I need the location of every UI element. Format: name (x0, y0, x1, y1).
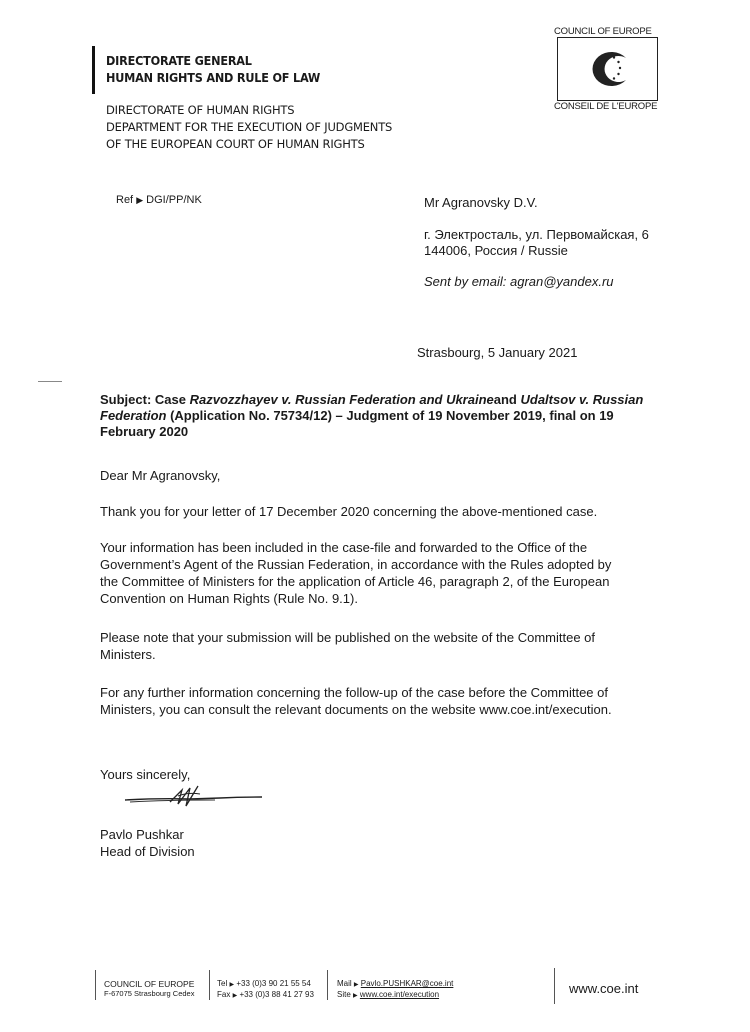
logo-top-text: COUNCIL OF EUROPE (554, 26, 652, 37)
sent-by-email: Sent by email: agran@yandex.ru (424, 274, 614, 289)
site-link[interactable]: www.coe.int/execution (359, 990, 440, 999)
recipient-address-line: г. Электросталь, ул. Первомайская, 6 (424, 227, 649, 242)
footer-divider (554, 968, 555, 1004)
department-line: DEPARTMENT FOR THE EXECUTION OF JUDGMENTS (106, 120, 393, 134)
fax-label: Fax (217, 990, 231, 999)
subject-prefix: Subject: Case (100, 392, 190, 407)
paragraph (100, 539, 660, 607)
arrow-icon: ▶ (353, 993, 358, 999)
paragraph (100, 629, 660, 663)
recipient-address-line: 144006, Россия / Russie (424, 243, 568, 258)
subject-conjunction: and (493, 392, 521, 407)
directorate-general (106, 52, 320, 86)
directorate-general-line: HUMAN RIGHTS AND RULE OF LAW (106, 70, 321, 85)
department-line: OF THE EUROPEAN COURT OF HUMAN RIGHTS (106, 137, 365, 151)
paragraph-line: Ministers. (100, 647, 156, 662)
fax-value: +33 (0)3 88 41 27 93 (239, 990, 314, 999)
footer-website[interactable]: www.coe.int (569, 981, 639, 996)
paragraph-line: Please note that your submission will be published on the website of the Committee of (100, 630, 595, 645)
department-block (106, 102, 392, 153)
site-label: Site (337, 990, 351, 999)
footer-org (104, 979, 194, 999)
ref-value: DGI/PP/NK (146, 194, 202, 206)
ref-label: Ref (116, 194, 134, 206)
letter-date: Strasbourg, 5 January 2021 (417, 345, 578, 360)
signer-name: Pavlo Pushkar (100, 827, 184, 842)
arrow-icon: ▶ (136, 195, 144, 205)
paragraph-line: Your information has been included in the case-file and forwarded to the Office of the (100, 540, 588, 555)
footer-divider (327, 970, 328, 1000)
subject-case-title: Razvozzhayev v. Russian Federation and Ukraine (189, 392, 494, 407)
signature-image (120, 778, 270, 812)
footer-city: F-67075 Strasbourg Cedex (104, 989, 195, 998)
council-of-europe-logo (557, 37, 658, 101)
council-of-europe-emblem-icon (558, 38, 657, 100)
paragraph-line: Ministers, you can consult the relevant documents on the website www.coe.int/execution. (100, 702, 612, 717)
mail-label: Mail (337, 979, 352, 988)
tel-label: Tel (217, 979, 228, 988)
signer-title: Head of Division (100, 844, 195, 859)
paragraph: Thank you for your letter of 17 December 2020 concerning the above-mentioned case. (100, 504, 598, 519)
footer-divider (95, 970, 96, 1000)
closing: Yours sincerely, (100, 767, 191, 782)
directorate-general-line: DIRECTORATE GENERAL (106, 53, 252, 68)
mail-link[interactable]: Pavlo.PUSHKAR@coe.int (360, 979, 454, 988)
arrow-icon: ▶ (353, 982, 359, 988)
tel-value: +33 (0)3 90 21 55 54 (236, 979, 311, 988)
reference (116, 194, 202, 206)
header-bar (92, 46, 95, 94)
paragraph-line: the Committee of Ministers for the application of Article 46, paragraph 2, of the European (100, 574, 610, 589)
paragraph-line: Government’s Agent of the Russian Federation, in accordance with the Rules adopted by (100, 557, 612, 572)
margin-mark (38, 381, 62, 382)
arrow-icon: ▶ (229, 982, 235, 988)
department-line: DIRECTORATE OF HUMAN RIGHTS (106, 103, 295, 117)
paragraph-line: Convention on Human Rights (Rule No. 9.1). (100, 591, 358, 606)
recipient-name: Mr Agranovsky D.V. (424, 195, 538, 210)
arrow-icon: ▶ (232, 993, 238, 999)
footer-divider (209, 970, 210, 1000)
subject-line (100, 392, 660, 440)
footer-org-name: COUNCIL OF EUROPE (104, 979, 195, 989)
paragraph (100, 684, 660, 718)
logo-bottom-text: CONSEIL DE L'EUROPE (554, 101, 658, 112)
footer-phone (217, 979, 314, 1001)
subject-suffix: (Application No. 75734/12) – Judgment of 19 November 2019, final on 19 February 2020 (100, 408, 614, 439)
footer-contact (337, 979, 453, 1001)
subject-case-title: Udaltsov v. Russian Federation (100, 392, 644, 423)
paragraph-line: For any further information concerning the follow-up of the case before the Committee of (100, 685, 608, 700)
salutation: Dear Mr Agranovsky, (100, 468, 221, 483)
